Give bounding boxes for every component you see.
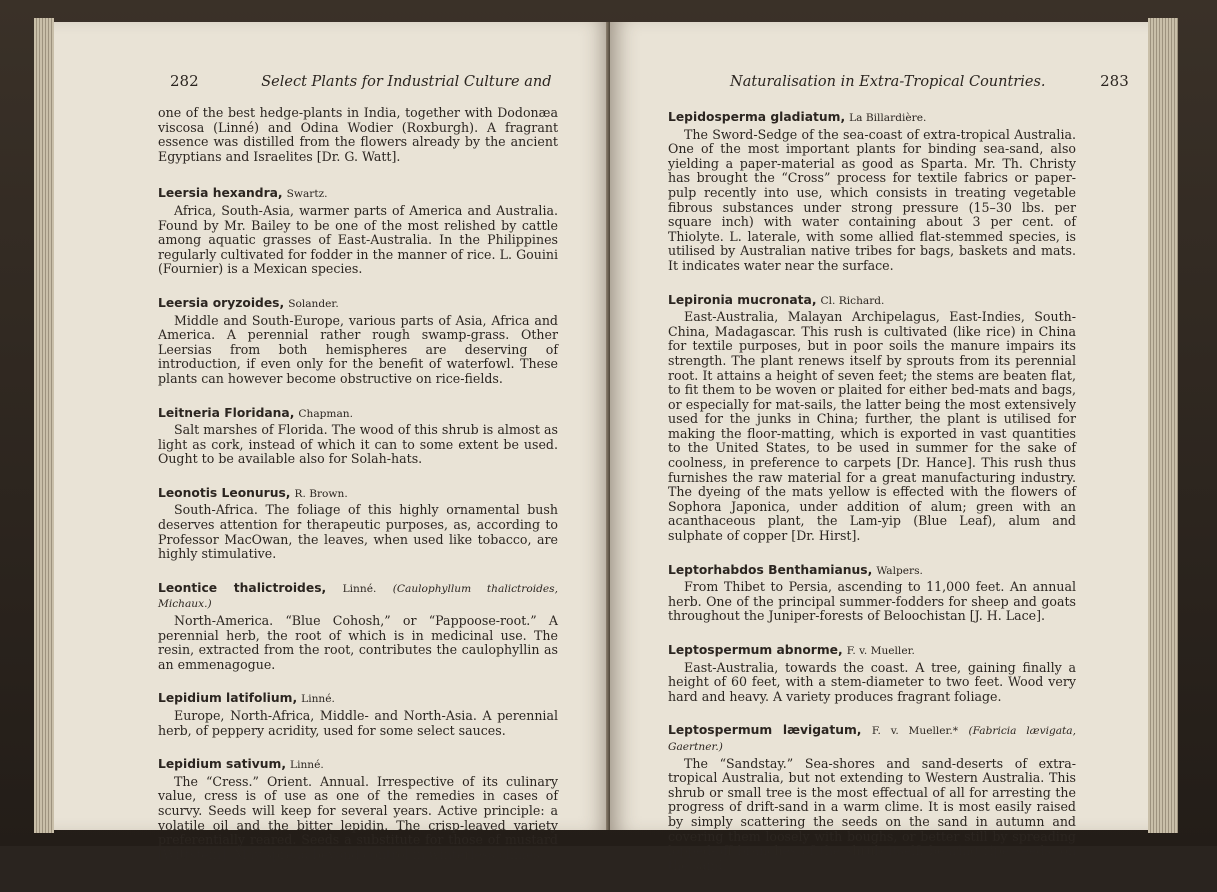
entry-name: Leitneria Floridana, xyxy=(158,405,295,420)
entry-lepidium-latifolium xyxy=(158,691,558,738)
entry-lepidium-sativum xyxy=(158,757,558,862)
left-page-number: 282 xyxy=(170,72,199,90)
entry-leptorhabdos-benthamianus xyxy=(668,563,1076,624)
entry-author: Chapman. xyxy=(298,407,353,420)
entry-lepidosperma-gladiatum xyxy=(668,110,1076,274)
entry-text: The Sword-Sedge of the sea-coast of extra-tropical Australia. One of the most important plants for binding sea-sand, also yielding a paper-material as good as Sparta. Mr. Th. Christy has brought the “Cross” process for textile fabrics or paper-pulp recently into use, which consists in treating vegetable fibrous substances under strong pressure (15–30 lbs. per square inch) with water containing about 3 per cent. of Thiolyte. L. laterale, with some allied flat-stemmed species, is utilised by Australian native tribes for bags, baskets and mats. It indicates water near the surface. xyxy=(668,126,1076,273)
entry-leersia-hexandra xyxy=(158,186,558,277)
entry-name: Lepironia mucronata, xyxy=(668,292,817,307)
entry-author: R. Brown. xyxy=(294,487,348,500)
entry-text: East-Australia, Malayan Archipelagus, East-Indies, South-China, Madagascar. This rush is cultivated (like rice) in China for textile purposes, but in poor soils the manure impairs its strength. The plant renews itself by sprouts from its perennial root. It attains a height of seven feet; the stems are beaten flat, to fit them to be woven or plaited for either bed-mats and bags, or especially for mat-sails, the latter being the most extensively used for the junks in China; further, the plant is utilised for making the floor-matting, which is exported in vast quantities to the United States, to be used in summer for the sake of coolness, in preference to carpets [Dr. Hance]. This rush thus furnishes the raw material for a great manufacturing industry. The dyeing of the mats yellow is effected with the flowers of Sophora Japonica, under addition of alum; green with an acanthaceous plant, the Lam-yip (Blue Leaf), alum and sulphate of copper [Dr. Hirst]. xyxy=(668,309,1076,544)
entry-name: Leptospermum lævigatum, xyxy=(668,723,862,738)
entry-author: Solander. xyxy=(288,297,339,310)
entry-text: The “Sandstay.” Sea-shores and sand-deserts of extra-tropical Australia, but not extending to Western Australia. This shrub or small tree is the most effectual of all for arresting the progress of drift-sand in a warm clime. It is most easily raised by simply scattering the seeds on the sand in autumn and covering them loosely with boughs, or better still by spreading lopped-off branches of the shrub itself, bearing ripe seeds, on the sand. xyxy=(668,755,1076,873)
entry-leptospermum-laevigatum xyxy=(668,723,1076,873)
entry-text: From Thibet to Persia, ascending to 11,000 feet. An annual herb. One of the principal summer-fodders for sheep and goats throughout the Juniper-forests of Beloochistan [J. H. Lace]. xyxy=(668,579,1076,624)
right-text-column xyxy=(668,110,1076,892)
entry-name: Lepidium latifolium, xyxy=(158,691,298,706)
entry-synonym: (Caulophyllum thalictroides, Michaux.) xyxy=(158,582,558,611)
entry-lepironia-mucronata xyxy=(668,293,1076,544)
entry-author: Swartz. xyxy=(286,188,328,201)
entry-name: Leptospermum abnorme, xyxy=(668,643,843,657)
right-page xyxy=(610,22,1148,873)
entry-leersia-oryzoides xyxy=(158,296,558,387)
left-running-head: Select Plants for Industrial Culture and xyxy=(261,74,552,90)
entry-text: Europe, North-Africa, Middle- and North-Asia. A perennial herb, of peppery acridity, used for some select sauces. xyxy=(158,708,558,738)
entry-name: Leontice thalictroides, xyxy=(158,580,327,595)
entry-leptospermum-abnorme xyxy=(668,643,1076,704)
entry-name: Lepidium sativum, xyxy=(158,757,287,772)
entry-leonotis-leonurus xyxy=(158,486,558,562)
entry-name: Leonotis Leonurus, xyxy=(158,485,291,500)
left-text-column xyxy=(158,104,558,881)
continued-paragraph: one of the best hedge-plants in India, together with Dodonæa viscosa (Linné) and Odina Wodier (Roxburgh). A fragrant essence was distilled from the flowers already by the ancient Egyptians and Israelites [Dr. G. Watt]. xyxy=(158,105,558,164)
entry-text: The “Cress.” Orient. Annual. Irrespective of its culinary value, cress is of use as one of the remedies in cases of scurvy. Seeds will keep for several years. Active principle: a volatile oil and the bitter lepidin. The crisp-leaved variety preferentially reared. Seeds a substitute for those of mustard [Wittstein]. May spread beyond control in winterless climes. xyxy=(158,773,558,862)
entry-text: Middle and South-Europe, various parts of Asia, Africa and America. A perennial rather rough swamp-grass. Other Leersias from both hemispheres are deserving of introduction, if even only for the benefit of waterfowl. These plants can however become obstructive on rice-fields. xyxy=(158,312,558,386)
entry-leontice-thalictroides xyxy=(158,581,558,673)
entry-name: Leersia oryzoides, xyxy=(158,295,285,310)
entry-text: Africa, South-Asia, warmer parts of America and Australia. Found by Mr. Bailey to be one of the most relished by cattle among aquatic grasses of East-Australia. In the Philippines regularly cultivated for fodder in the manner of rice. L. Gouini (Fournier) is a Mexican species. xyxy=(158,202,558,277)
entry-author: F. v. Mueller.* xyxy=(871,725,959,738)
entry-author: Linné. xyxy=(342,582,377,595)
entry-text: South-Africa. The foliage of this highly ornamental bush deserves attention for therapeutic purposes, as, according to Professor MacOwan, the leaves, when used like tobacco, are highly stimulative. xyxy=(158,502,558,562)
right-page-edges xyxy=(1148,18,1178,833)
left-page-edges xyxy=(34,18,54,833)
entry-author: Walpers. xyxy=(876,564,923,577)
entry-name: Lepidosperma gladiatum, xyxy=(668,110,846,124)
entry-name: Leptorhabdos Benthamianus, xyxy=(668,562,873,577)
entry-leitneria-floridana xyxy=(158,406,558,467)
entry-text: North-America. “Blue Cohosh,” or “Pappoose-root.” A perennial herb, the root of which is in medicinal use. The resin, extracted from the root, contributes the caulophyllin as an emmenagogue. xyxy=(158,613,558,672)
entry-author: F. v. Mueller. xyxy=(846,645,915,657)
left-page-header xyxy=(170,72,551,90)
entry-synonym: (Fabricia lævigata, Gaertner.) xyxy=(668,725,1076,753)
right-running-head: Naturalisation in Extra-Tropical Countries. xyxy=(730,74,1046,90)
entry-author: La Billardière. xyxy=(849,112,927,124)
right-page-header xyxy=(730,72,1129,90)
left-page xyxy=(54,22,610,862)
entry-name: Leersia hexandra, xyxy=(158,186,283,201)
entry-author: Linné. xyxy=(301,693,335,706)
entry-author: Cl. Richard. xyxy=(820,294,885,307)
entry-text: Salt marshes of Florida. The wood of this shrub is almost as light as cork, instead of which it can to some extent be used. Ought to be available also for Solah-hats. xyxy=(158,422,558,467)
right-page-number: 283 xyxy=(1100,72,1129,90)
entry-author: Linné. xyxy=(290,759,324,772)
entry-text: East-Australia, towards the coast. A tree, gaining finally a height of 60 feet, with a stem-diameter to two feet. Wood very hard and heavy. A variety produces fragrant foliage. xyxy=(668,659,1076,704)
